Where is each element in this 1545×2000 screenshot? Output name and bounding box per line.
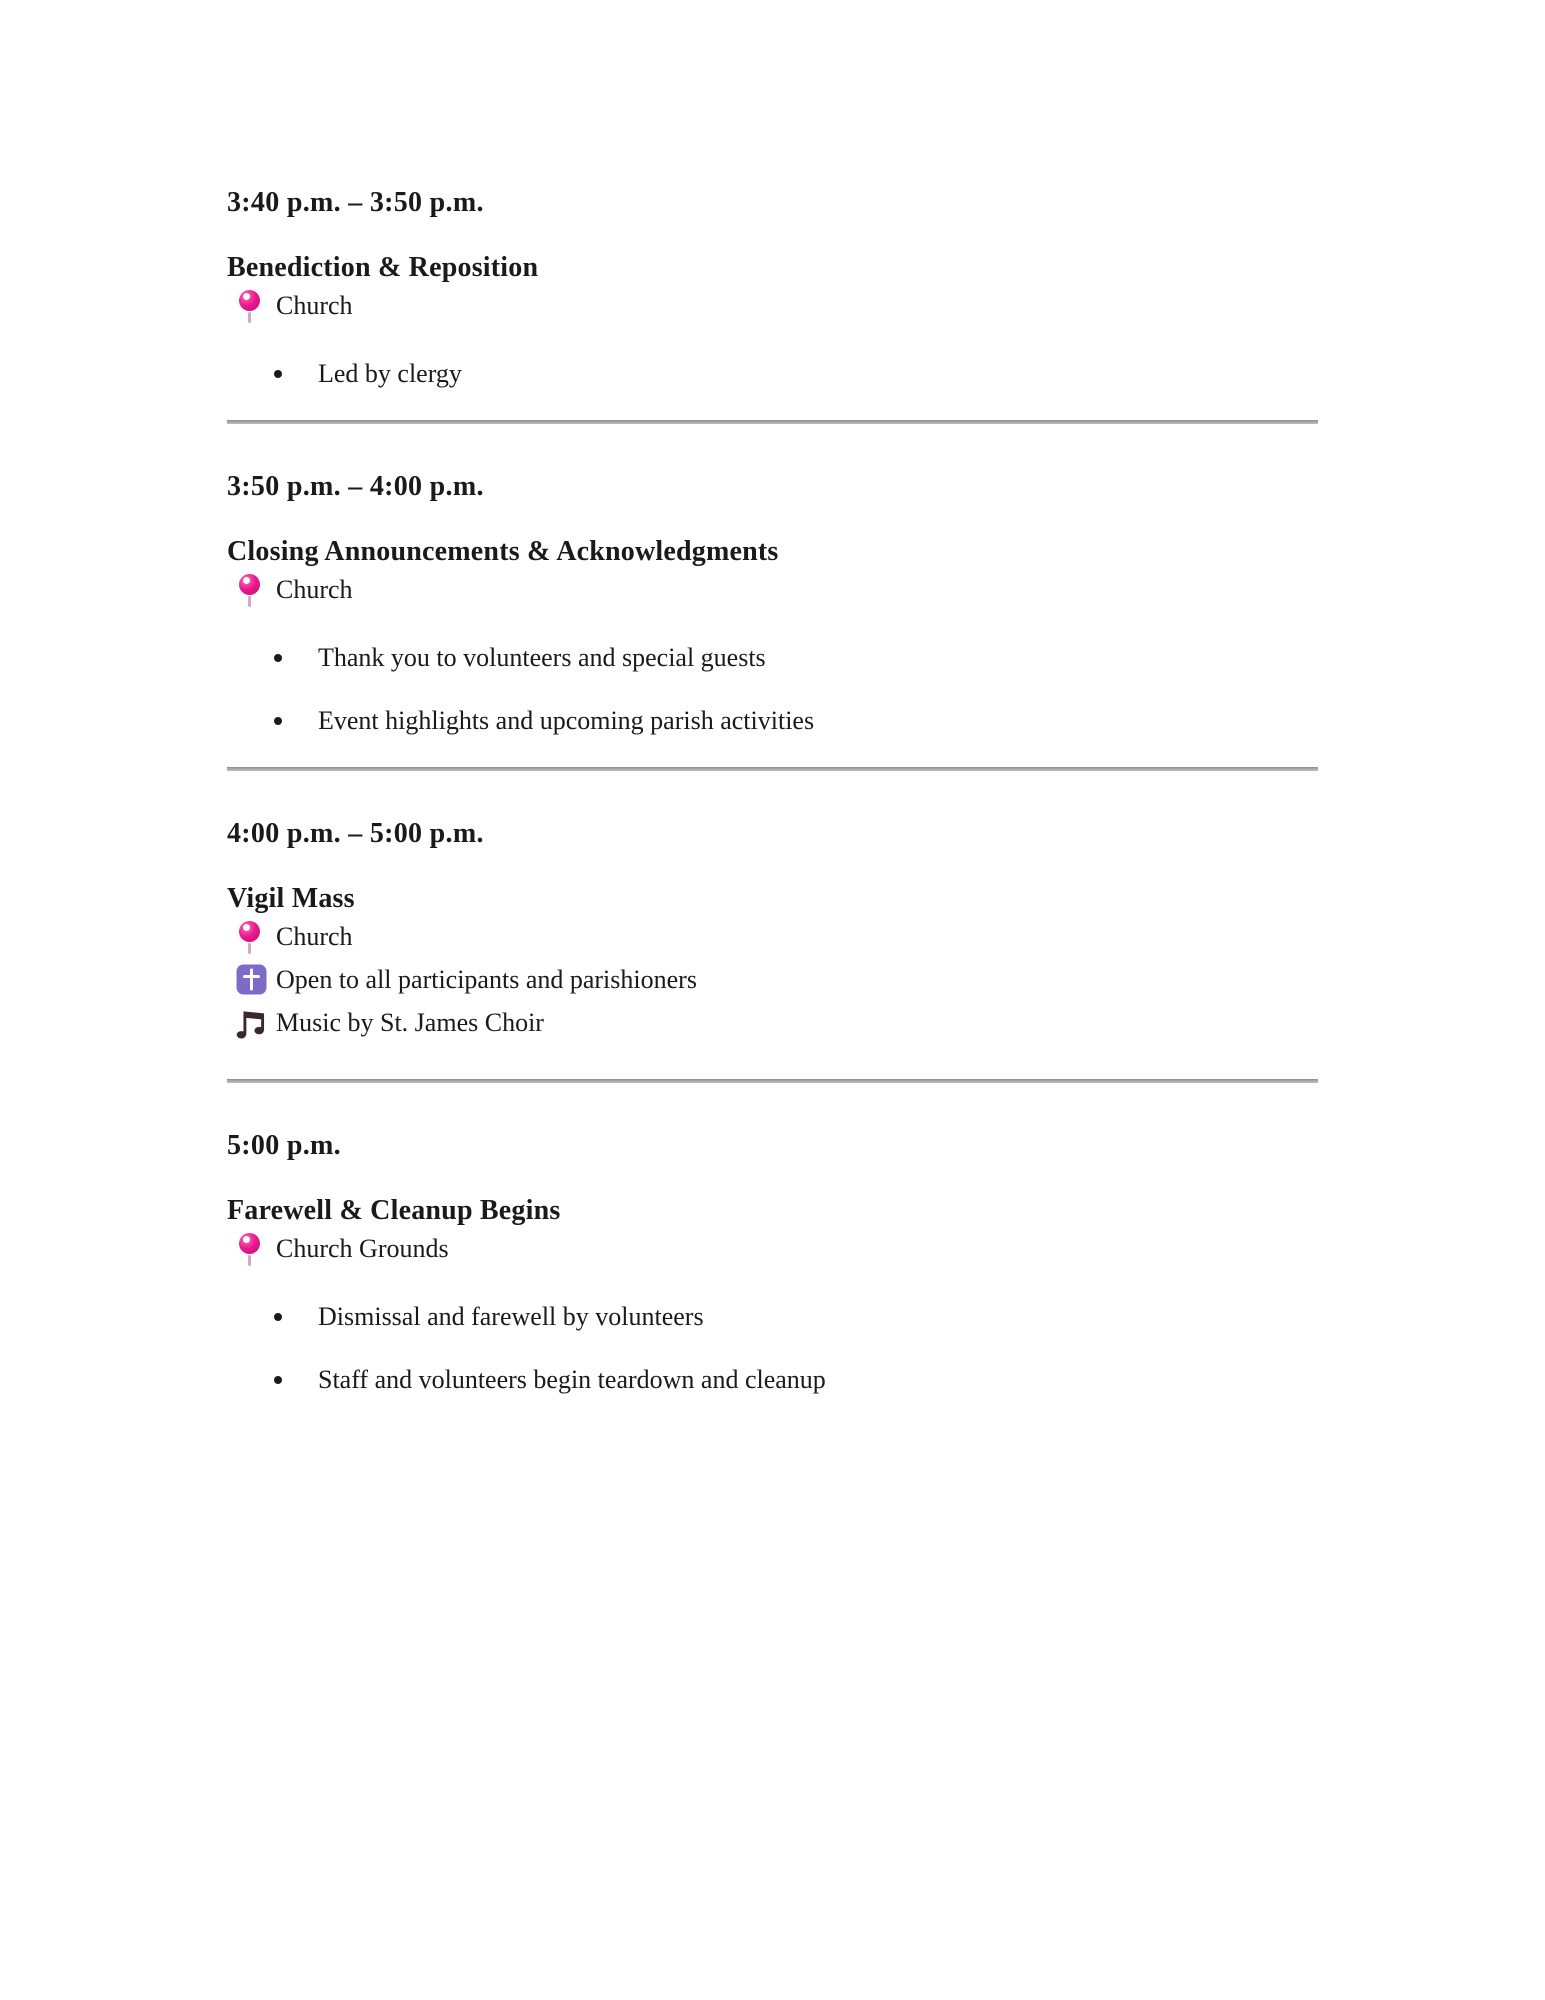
event-detail-row	[227, 284, 1318, 327]
bullet-item: Dismissal and farewell by volunteers	[227, 1300, 1318, 1333]
musical-notes-icon	[234, 1001, 268, 1044]
event-detail-text: Church	[276, 291, 353, 320]
bullet-item: Thank you to volunteers and special guests	[227, 641, 1318, 674]
schedule-event-section	[227, 817, 1318, 1083]
event-details	[227, 284, 1318, 327]
bullet-item: Event highlights and upcoming parish activities	[227, 704, 1318, 737]
event-detail-row	[227, 1001, 1318, 1044]
event-detail-text: Open to all participants and parishioners	[276, 965, 697, 994]
event-time-heading: 3:40 p.m. – 3:50 p.m.	[227, 187, 484, 218]
event-bullet-list	[227, 641, 1318, 737]
bullet-item: Staff and volunteers begin teardown and cleanup	[227, 1363, 1318, 1396]
event-detail-row	[227, 568, 1318, 611]
section-divider	[227, 420, 1318, 424]
event-title: Closing Announcements & Acknowledgments	[227, 536, 779, 567]
bullet-item: Led by clergy	[227, 357, 1318, 390]
event-time-heading: 3:50 p.m. – 4:00 p.m.	[227, 471, 484, 502]
event-title: Farewell & Cleanup Begins	[227, 1195, 561, 1226]
event-bullet-list	[227, 1300, 1318, 1396]
event-title: Vigil Mass	[227, 883, 355, 914]
event-detail-row	[227, 1227, 1318, 1270]
round-pushpin-icon	[234, 1227, 268, 1270]
event-detail-row	[227, 958, 1318, 1001]
round-pushpin-icon	[234, 915, 268, 958]
event-detail-text: Music by St. James Choir	[276, 1008, 544, 1037]
event-details	[227, 568, 1318, 611]
schedule-content	[227, 186, 1318, 1426]
event-time-heading: 4:00 p.m. – 5:00 p.m.	[227, 818, 484, 849]
section-divider	[227, 1079, 1318, 1083]
event-detail-text: Church	[276, 575, 353, 604]
event-detail-text: Church Grounds	[276, 1234, 449, 1263]
round-pushpin-icon	[234, 568, 268, 611]
event-time-heading: 5:00 p.m.	[227, 1130, 341, 1161]
schedule-event-section	[227, 1129, 1318, 1396]
event-details	[227, 1227, 1318, 1270]
latin-cross-icon	[234, 958, 268, 1001]
section-divider	[227, 767, 1318, 771]
schedule-event-section	[227, 186, 1318, 424]
event-title: Benediction & Reposition	[227, 252, 539, 283]
round-pushpin-icon	[234, 284, 268, 327]
event-detail-row	[227, 915, 1318, 958]
schedule-event-section	[227, 470, 1318, 771]
event-bullet-list	[227, 357, 1318, 390]
event-detail-text: Church	[276, 922, 353, 951]
event-details	[227, 915, 1318, 1044]
